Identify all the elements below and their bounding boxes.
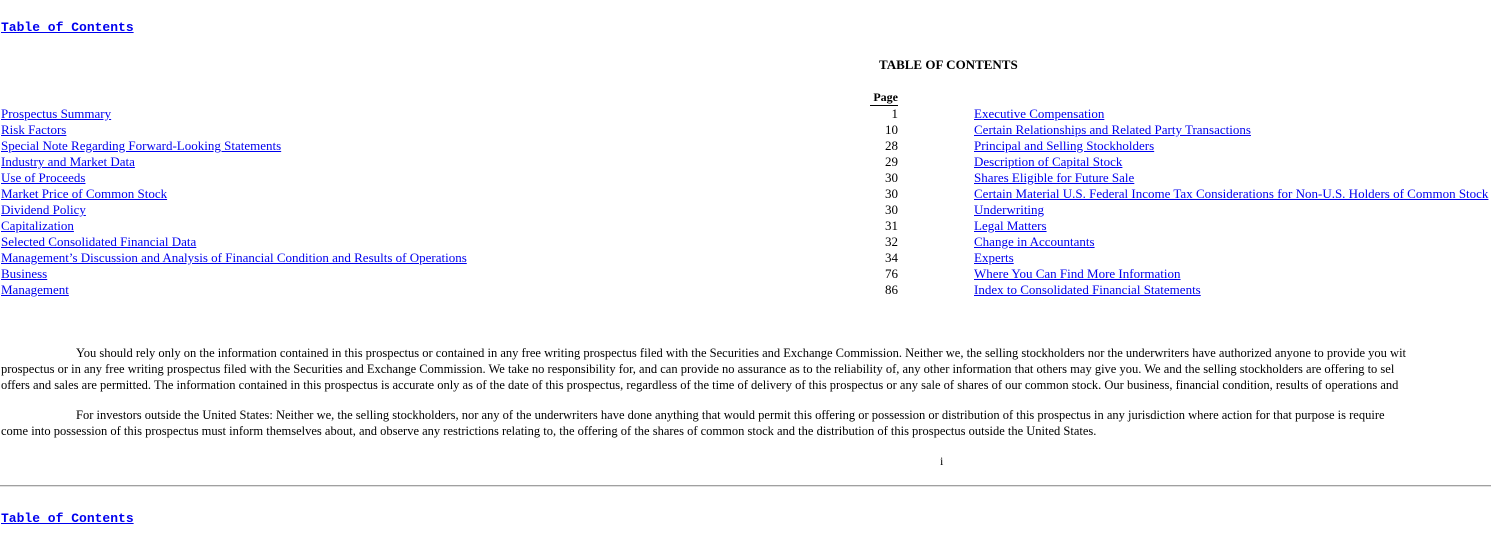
toc-entry-link[interactable]: Description of Capital Stock bbox=[974, 154, 1123, 169]
toc-entry-link[interactable]: Certain Material U.S. Federal Income Tax Considerations for Non-U.S. Holders of Common Stock bbox=[974, 186, 1489, 201]
toc-entry-link[interactable]: Underwriting bbox=[974, 202, 1045, 217]
table-of-contents-link-top[interactable]: Table of Contents bbox=[1, 20, 134, 35]
paragraph-line: prospectus or in any free writing prospectus filed with the Securities and Exchange Commission. We take no responsibility for, and can provide no assurance as to the reliability of, any other information that others may give you. We and the selling stockholders are offering to sel bbox=[1, 362, 1395, 376]
toc-entry-link[interactable]: Executive Compensation bbox=[974, 106, 1105, 121]
notice-paragraph-1 bbox=[1, 345, 1491, 393]
paragraph-line: offers and sales are permitted. The information contained in this prospectus is accurate only as of the date of this prospectus, regardless of the time of delivery of this prospectus or any sale of shares of our common stock. Our business, financial condition, results of operations and bbox=[1, 378, 1399, 392]
toc-entry-link[interactable]: Experts bbox=[974, 250, 1014, 265]
toc-entry-page: 34 bbox=[885, 250, 898, 265]
toc-entry-page: 10 bbox=[885, 122, 898, 137]
toc-entry-link[interactable]: Prospectus Summary bbox=[1, 106, 112, 121]
toc-entry-link[interactable]: Use of Proceeds bbox=[1, 170, 86, 185]
paragraph-line: For investors outside the United States: Neither we, the selling stockholders, nor any of the underwriters have done anything that would permit this offering or possession or distribution of this prospectus in any jurisdiction where action for that purpose is require bbox=[76, 408, 1385, 422]
notice-paragraph-2 bbox=[1, 407, 1491, 439]
toc-entry-link[interactable]: Shares Eligible for Future Sale bbox=[974, 170, 1135, 185]
toc-entry-link[interactable]: Special Note Regarding Forward-Looking Statements bbox=[1, 138, 282, 153]
toc-entry-link[interactable]: Where You Can Find More Information bbox=[974, 266, 1181, 281]
toc-entry-link[interactable]: Capitalization bbox=[1, 218, 74, 233]
page-column-header: Page bbox=[870, 90, 898, 106]
toc-entry-page: 30 bbox=[885, 186, 898, 201]
toc-entry-page: 30 bbox=[885, 170, 898, 185]
toc-entry-page: 30 bbox=[885, 202, 898, 217]
toc-entry-link[interactable]: Selected Consolidated Financial Data bbox=[1, 234, 197, 249]
toc-entry-link[interactable]: Index to Consolidated Financial Statements bbox=[974, 282, 1201, 297]
toc-entry-page: 86 bbox=[885, 282, 898, 297]
toc-entry-page: 28 bbox=[885, 138, 898, 153]
toc-entry-link[interactable]: Dividend Policy bbox=[1, 202, 86, 217]
toc-entry-link[interactable]: Management bbox=[1, 282, 69, 297]
toc-entry-link[interactable]: Risk Factors bbox=[1, 122, 67, 137]
toc-entry-link[interactable]: Principal and Selling Stockholders bbox=[974, 138, 1155, 153]
toc-heading: TABLE OF CONTENTS bbox=[879, 57, 1018, 72]
toc-entry-link[interactable]: Management’s Discussion and Analysis of Financial Condition and Results of Operations bbox=[1, 250, 467, 265]
toc-entry-link[interactable]: Certain Relationships and Related Party Transactions bbox=[974, 122, 1251, 137]
toc-entry-link[interactable]: Legal Matters bbox=[974, 218, 1047, 233]
toc-entry-page: 31 bbox=[885, 218, 898, 233]
page-number: i bbox=[940, 454, 944, 468]
toc-entry-link[interactable]: Business bbox=[1, 266, 48, 281]
paragraph-line: You should rely only on the information contained in this prospectus or contained in any free writing prospectus filed with the Securities and Exchange Commission. Neither we, the selling stockholders nor the underwriters have authorized anyone to provide you wit bbox=[76, 346, 1407, 360]
toc-entry-page: 32 bbox=[885, 234, 898, 249]
toc-entry-page: 1 bbox=[891, 106, 898, 121]
toc-entry-link[interactable]: Market Price of Common Stock bbox=[1, 186, 168, 201]
toc-entry-page: 29 bbox=[885, 154, 898, 169]
toc-entry-page: 76 bbox=[885, 266, 898, 281]
paragraph-line: come into possession of this prospectus must inform themselves about, and observe any restrictions relating to, the offering of the shares of common stock and the distribution of this prospectus outside the United States. bbox=[1, 424, 1097, 438]
table-of-contents-link-bottom[interactable]: Table of Contents bbox=[1, 511, 134, 526]
toc-entry-link[interactable]: Change in Accountants bbox=[974, 234, 1095, 249]
page-divider bbox=[0, 485, 1491, 487]
toc-entry-link[interactable]: Industry and Market Data bbox=[1, 154, 135, 169]
